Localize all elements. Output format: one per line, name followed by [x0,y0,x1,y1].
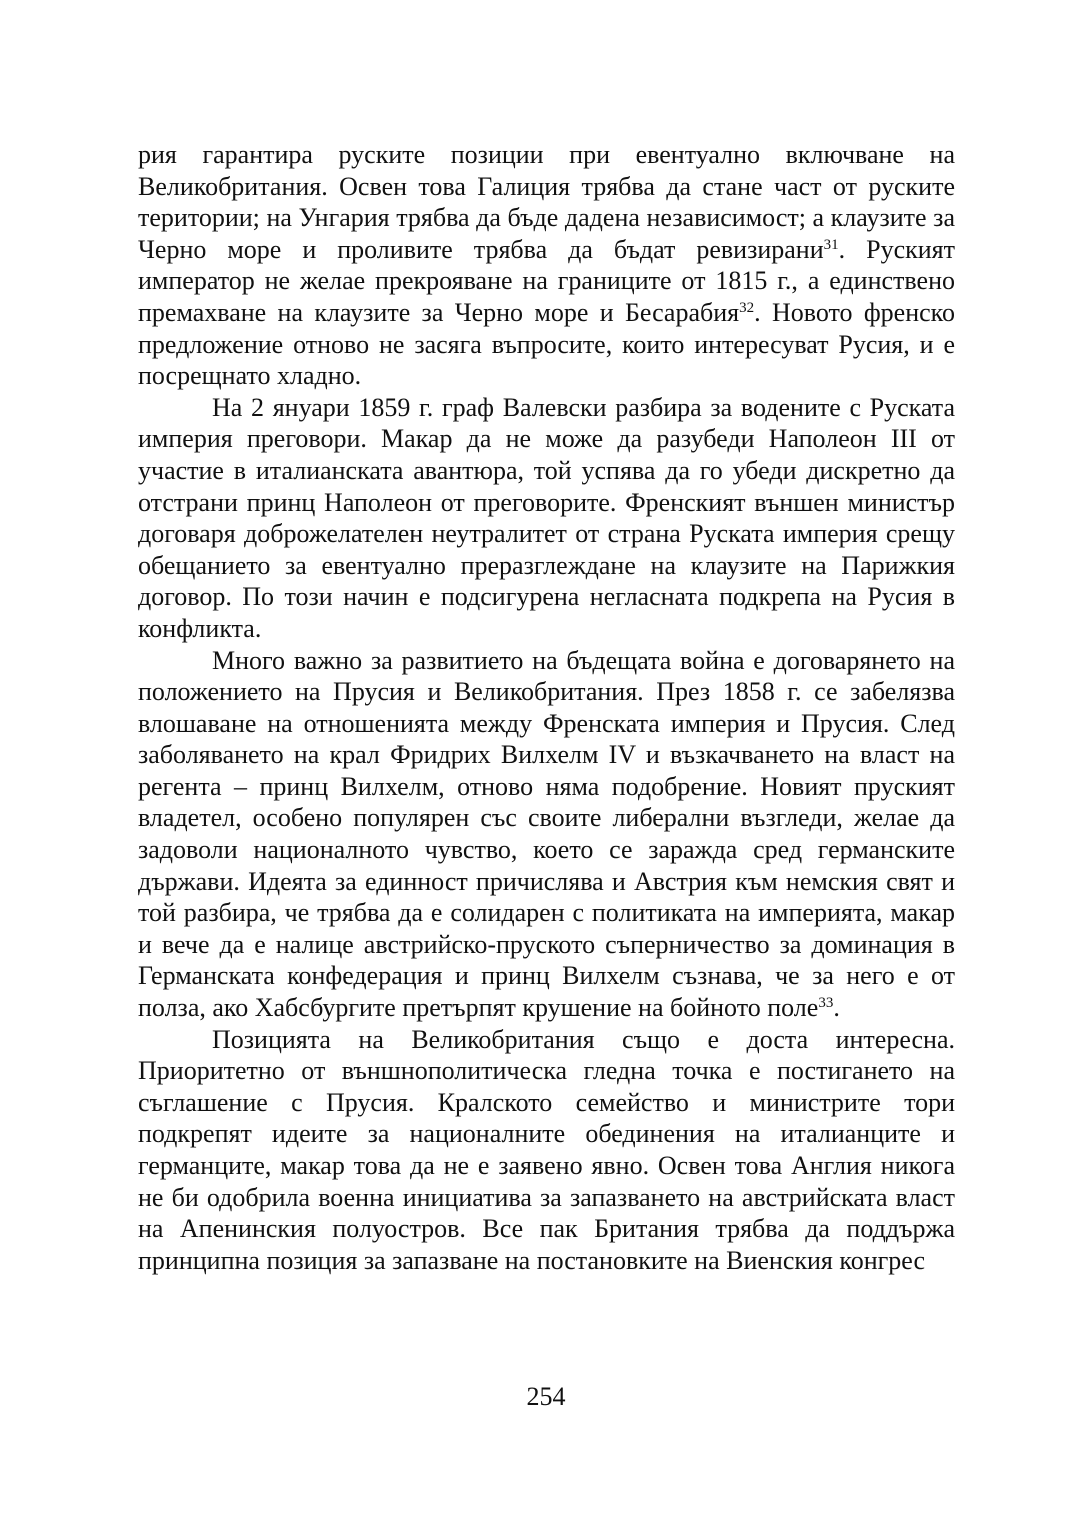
paragraph-1-text-end: . Новото френско предложение отново не засяга въпросите, които интересуват Русия, и е посрещнато хладно. [138,297,955,391]
paragraph-1 [138,139,955,392]
footnote-ref-33[interactable]: 33 [818,995,834,1012]
footnote-ref-32[interactable]: 32 [739,299,755,316]
footnote-ref-31[interactable]: 31 [823,236,839,253]
paragraph-4 [138,1024,955,1277]
main-text [138,139,955,1276]
page-number: 254 [526,1382,566,1411]
paragraph-3 [138,645,955,1024]
paragraph-3-text: Много важно за развитието на бъдещата война е договарянето на положението на Прусия и Великобритания. През 1858 г. се забелязва влошаване на отношенията между Френската империя и Прусия. След заболяването на крал Фридрих Вилхелм IV и възкачването на власт на регента – принц Вилхелм, отново няма подобрение. Новият пруският владетел, особено популярен със своите либерални възгледи, желае да задоволи националното чувство, което се заражда сред германските държави. Идеята за единност причислява и Австрия към немския свят и той разбира, че трябва да е солидарен с политиката на империята, макар и вече да е налице австрийско-пруското съперничество за доминация в Германската конфедерация и принц Вилхелм съзнава, че за него е от полза, ако Хабсбургите претърпят крушение на бойното поле [138,645,955,1023]
paragraph-3-text-end: . [833,993,840,1023]
paragraph-4-text: Позицията на Великобритания също е доста интересна. Приоритетно от външнополитическа гледна точка е постигането на съглашение с Прусия. Кралското семейство и министрите тори подкрепят идеите за националните обединения на италианците и германците, макар това да не е заявено явно. Освен това Англия никога не би одобрила военна инициатива за запазването на австрийската власт на Апенинския полуостров. Все пак Британия трябва да поддържа принципна позиция за запазване на постановките на Виенския конгрес [138,1024,955,1275]
paragraph-2-text: На 2 януари 1859 г. граф Валевски разбира за водените с Руската империя преговори. Макар да не може да разубеди Наполеон III от участие в италианската авантюра, той успява да го убеди дискретно да отстрани принц Наполеон от преговорите. Френският външен министър договаря доброжелателен неутралитет от страна Руската империя срещу обещанието за евентуално преразглеждане на клаузите на Парижкия договор. По този начин е подсигурена негласната подкрепа на Русия в конфликта. [138,392,955,643]
paragraph-1-text: рия гарантира руските позиции при евентуално включване на Великобритания. Освен това Галиция трябва да стане част от руските територии; на Унгария трябва да бъде дадена независимост; а клаузите за Черно море и проливите трябва да бъдат ревизирани [138,140,955,264]
paragraph-2 [138,392,955,645]
paragraph-1-text-cont: . Руският император не желае прекрояване на границите от 1815 г., а единствено премахване на клаузите за Черно море и Бесарабия [138,234,955,327]
